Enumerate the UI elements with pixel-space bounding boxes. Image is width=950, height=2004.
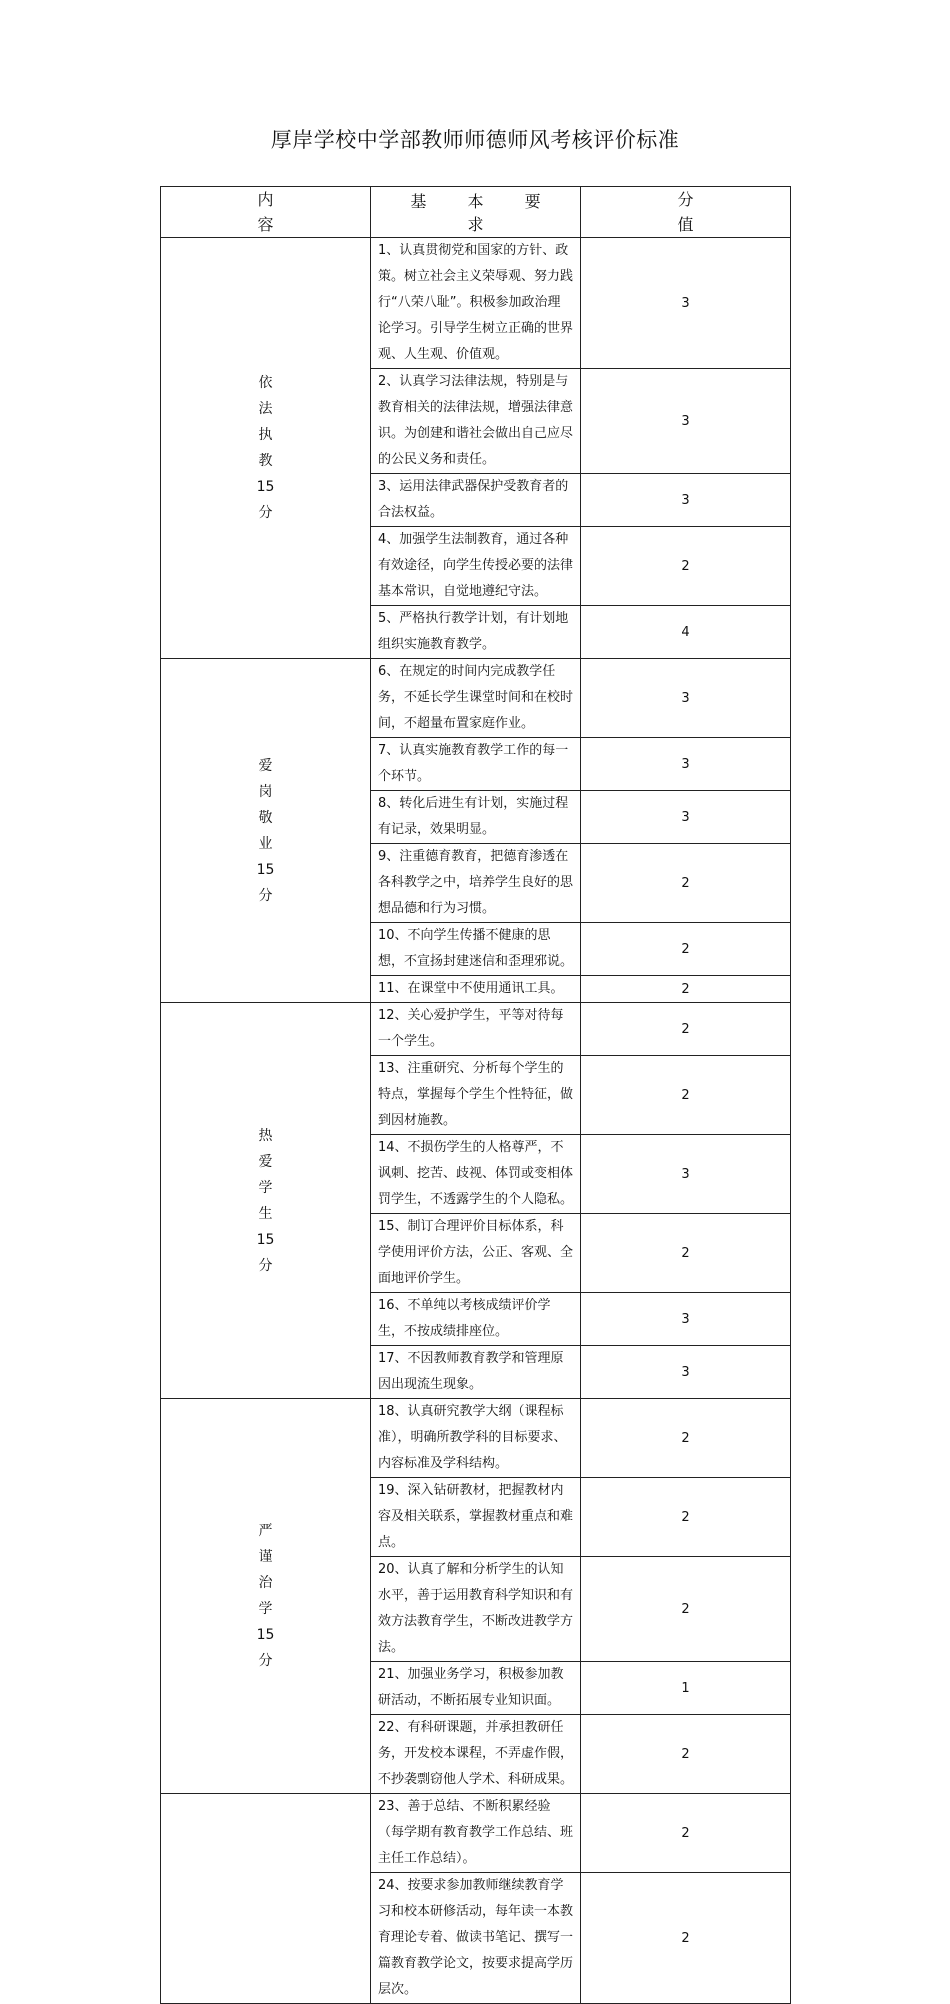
category-char: 分 xyxy=(258,1653,273,1669)
header-requirement: 基 本 要 求 xyxy=(371,187,581,238)
header-score-char: 分 xyxy=(677,190,694,209)
score-value: 3 xyxy=(581,369,791,474)
category-char: 分 xyxy=(258,1257,273,1274)
category-char: 学 xyxy=(258,1601,273,1617)
category-cell xyxy=(161,659,371,1003)
category-cell-empty xyxy=(161,1794,371,2004)
evaluation-table xyxy=(160,186,791,2004)
score-value: 2 xyxy=(581,1478,791,1557)
category-char: 严 xyxy=(258,1523,273,1539)
category-char: 15 xyxy=(256,1231,275,1248)
requirement-text: 1、认真贯彻党和国家的方针、政策。树立社会主义荣辱观、努力践行“八荣八耻”。积极参加政治理论学习。引导学生树立正确的世界观、人生观、价值观。 xyxy=(371,238,581,369)
page-title: 厚岸学校中学部教师师德师风考核评价标准 xyxy=(270,128,680,152)
requirement-text: 10、不向学生传播不健康的思想，不宣扬封建迷信和歪理邪说。 xyxy=(371,923,581,976)
category-char: 爱 xyxy=(258,757,273,774)
header-category-char: 容 xyxy=(257,215,274,234)
score-value: 2 xyxy=(581,1399,791,1478)
requirement-text: 5、严格执行教学计划，有计划地组织实施教育教学。 xyxy=(371,606,581,659)
requirement-text: 13、注重研究、分析每个学生的特点，掌握每个学生个性特征，做到因材施教。 xyxy=(371,1056,581,1135)
header-category xyxy=(161,187,371,238)
category-char: 学 xyxy=(258,1179,273,1196)
category-char: 热 xyxy=(258,1127,273,1144)
header-score-char: 值 xyxy=(677,215,694,234)
category-char: 执 xyxy=(258,427,273,443)
score-value: 2 xyxy=(581,1794,791,1873)
requirement-text: 2、认真学习法律法规，特别是与教育相关的法律法规，增强法律意识。为创建和谐社会做出自己应尽的公民义务和责任。 xyxy=(371,369,581,474)
category-char: 教 xyxy=(258,453,273,469)
table-header-row xyxy=(161,187,791,238)
requirement-text: 7、认真实施教育教学工作的每一个环节。 xyxy=(371,738,581,791)
score-value: 4 xyxy=(581,606,791,659)
category-char: 15 xyxy=(256,479,275,495)
requirement-text: 8、转化后进生有计划，实施过程有记录，效果明显。 xyxy=(371,791,581,844)
table-row xyxy=(161,238,791,369)
requirement-text: 9、注重德育教育，把德育渗透在各科教学之中，培养学生良好的思想品德和行为习惯。 xyxy=(371,844,581,923)
table-row xyxy=(161,1399,791,1478)
requirement-text: 6、在规定的时间内完成教学任务，不延长学生课堂时间和在校时间，不超量布置家庭作业。 xyxy=(371,659,581,738)
score-value: 2 xyxy=(581,1715,791,1794)
score-value: 3 xyxy=(581,738,791,791)
category-char: 谨 xyxy=(258,1549,273,1565)
header-category-char: 内 xyxy=(257,190,274,209)
requirement-text: 4、加强学生法制教育，通过各种有效途径，向学生传授必要的法律基本常识，自觉地遵纪守法。 xyxy=(371,527,581,606)
score-value: 2 xyxy=(581,976,791,1003)
category-char: 敬 xyxy=(258,809,273,826)
score-value: 2 xyxy=(581,1214,791,1293)
category-char: 分 xyxy=(258,887,273,904)
requirement-text: 15、制订合理评价目标体系，科学使用评价方法，公正、客观、全面地评价学生。 xyxy=(371,1214,581,1293)
category-cell xyxy=(161,238,371,659)
category-char: 生 xyxy=(258,1205,273,1222)
table-row xyxy=(161,1003,791,1056)
requirement-text: 23、善于总结、不断积累经验（每学期有教育教学工作总结、班主任工作总结）。 xyxy=(371,1794,581,1873)
score-value: 2 xyxy=(581,923,791,976)
category-char: 治 xyxy=(258,1575,273,1591)
requirement-text: 24、按要求参加教师继续教育学习和校本研修活动，每年读一本教育理论专着、做读书笔记、撰写一篇教育教学论文，按要求提高学历层次。 xyxy=(371,1873,581,2004)
score-value: 2 xyxy=(581,1056,791,1135)
requirement-text: 22、有科研课题，并承担教研任务，开发校本课程，不弄虚作假，不抄袭剽窃他人学术、科研成果。 xyxy=(371,1715,581,1794)
score-value: 1 xyxy=(581,1662,791,1715)
requirement-text: 11、在课堂中不使用通讯工具。 xyxy=(371,976,581,1003)
table-row xyxy=(161,1794,791,1873)
score-value: 2 xyxy=(581,1557,791,1662)
requirement-text: 16、不单纯以考核成绩评价学生，不按成绩排座位。 xyxy=(371,1293,581,1346)
requirement-text: 21、加强业务学习，积极参加教研活动，不断拓展专业知识面。 xyxy=(371,1662,581,1715)
score-value: 3 xyxy=(581,238,791,369)
requirement-text: 19、深入钻研教材，把握教材内容及相关联系，掌握教材重点和难点。 xyxy=(371,1478,581,1557)
category-cell xyxy=(161,1399,371,1794)
category-char: 法 xyxy=(258,401,273,417)
category-cell xyxy=(161,1003,371,1399)
score-value: 3 xyxy=(581,791,791,844)
category-char: 分 xyxy=(258,505,273,521)
category-char: 爱 xyxy=(258,1153,273,1170)
category-char: 依 xyxy=(258,375,273,391)
score-value: 3 xyxy=(581,1135,791,1214)
requirement-text: 12、关心爱护学生，平等对待每一个学生。 xyxy=(371,1003,581,1056)
table-row xyxy=(161,659,791,738)
score-value: 3 xyxy=(581,474,791,527)
score-value: 2 xyxy=(581,527,791,606)
category-char: 15 xyxy=(256,1627,275,1643)
category-char: 岗 xyxy=(258,783,273,800)
requirement-text: 20、认真了解和分析学生的认知水平，善于运用教育科学知识和有效方法教育学生，不断改进教学方法。 xyxy=(371,1557,581,1662)
category-char: 业 xyxy=(258,835,273,852)
requirement-text: 18、认真研究教学大纲（课程标准），明确所教学科的目标要求、内容标准及学科结构。 xyxy=(371,1399,581,1478)
score-value: 3 xyxy=(581,1293,791,1346)
category-char: 15 xyxy=(256,861,275,878)
requirement-text: 3、运用法律武器保护受教育者的合法权益。 xyxy=(371,474,581,527)
score-value: 2 xyxy=(581,844,791,923)
header-score xyxy=(581,187,791,238)
requirement-text: 14、不损伤学生的人格尊严，不讽刺、挖苦、歧视、体罚或变相体罚学生，不透露学生的个人隐私。 xyxy=(371,1135,581,1214)
score-value: 2 xyxy=(581,1873,791,2004)
score-value: 3 xyxy=(581,1346,791,1399)
score-value: 3 xyxy=(581,659,791,738)
requirement-text: 17、不因教师教育教学和管理原因出现流生现象。 xyxy=(371,1346,581,1399)
score-value: 2 xyxy=(581,1003,791,1056)
